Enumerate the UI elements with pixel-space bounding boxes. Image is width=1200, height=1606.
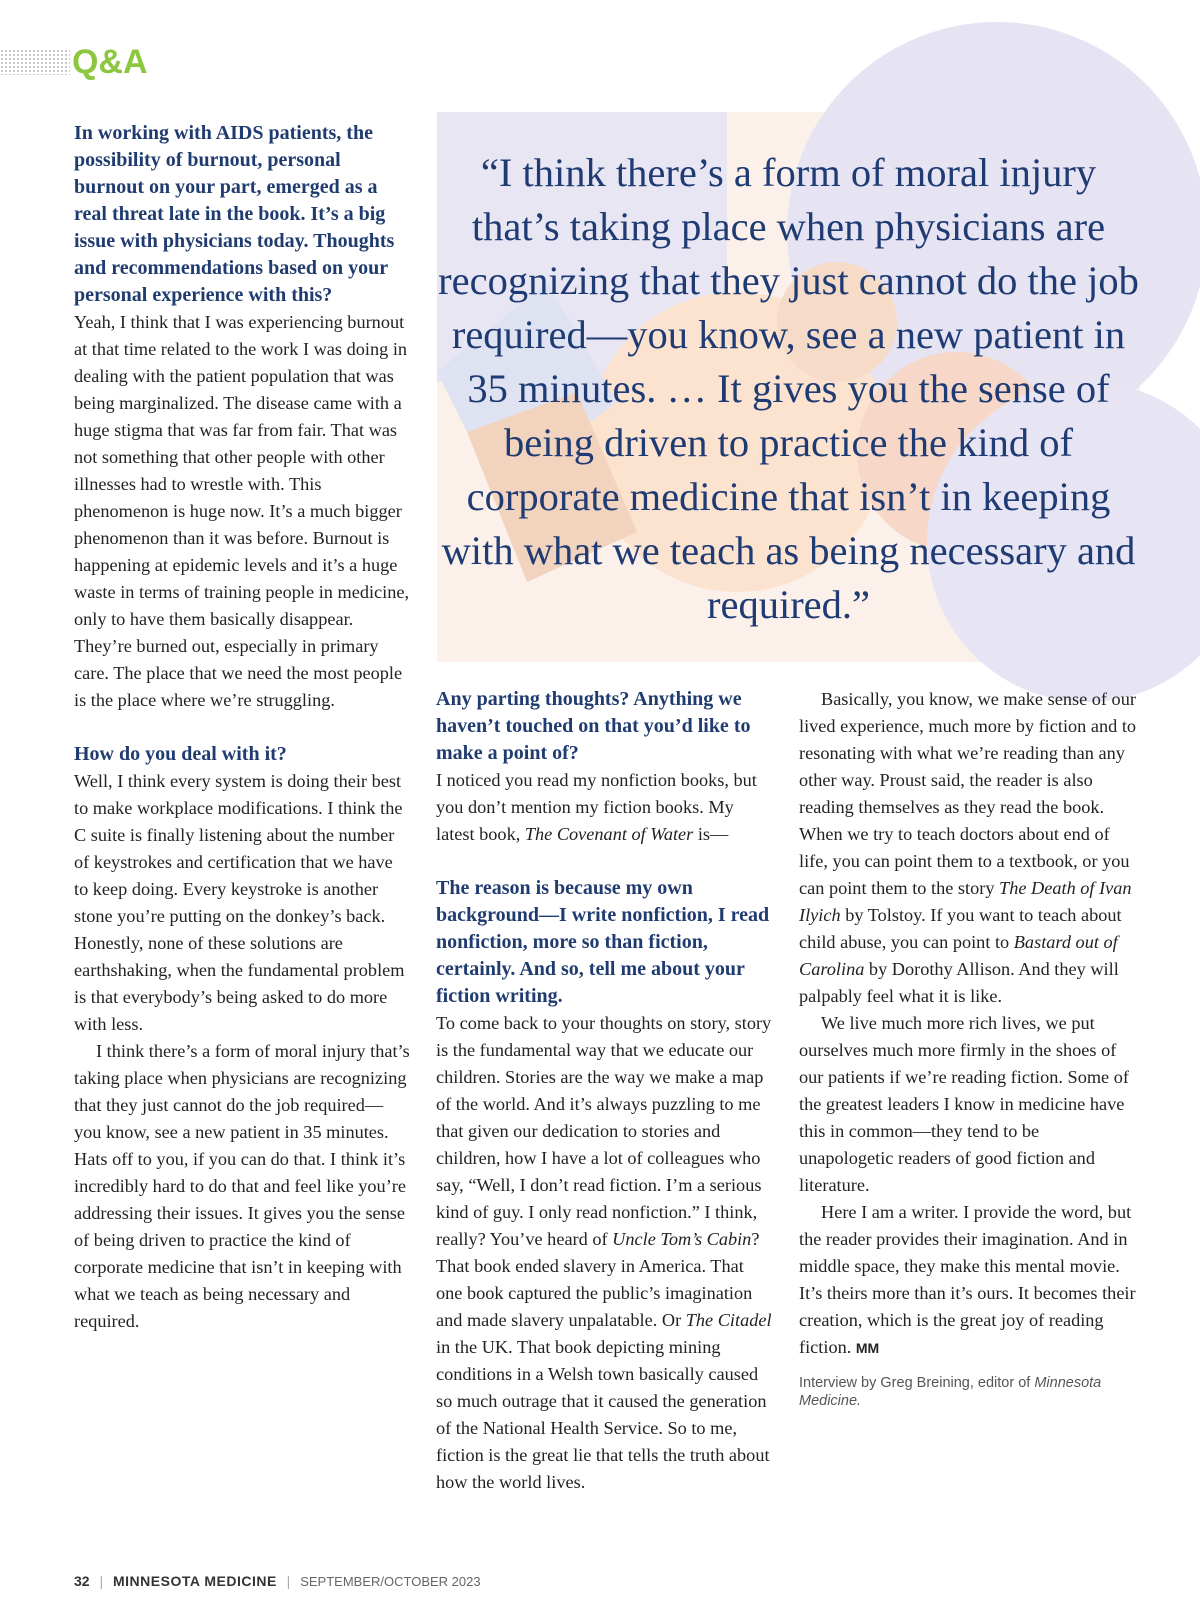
- paragraph-text: Basically, you know, we make sense of our lived experience, much more by fiction and to resonating with what we’re reading than any other way. Proust said, the reader is also reading themselves as they read the book. When we try to teach doctors about end of life, you can point them to a textbook, or you can point them to the story: [799, 689, 1137, 898]
- book-title: Uncle Tom’s Cabin: [612, 1229, 752, 1249]
- issue-date: SEPTEMBER/OCTOBER 2023: [300, 1574, 481, 1589]
- answer-text: is—: [693, 824, 729, 844]
- answer-text: in the UK. That book depicting mining conditions in a Welsh town basically caused so much outrage that it caused the generation of the National Health Service. So to me, fiction is the great lie that tells the truth about how the world lives.: [436, 1337, 770, 1492]
- page-number: 32: [74, 1573, 90, 1589]
- answer-text: ? That book ended slavery in America. That one book captured the public’s imagination and made slavery unpalatable. Or: [436, 1229, 760, 1330]
- question-burnout: In working with AIDS patients, the possibility of burnout, personal burnout on your part, emerged as a real threat late in the book. It’s a big issue with physicians today. Thoughts and recommendations based on your personal experience with this?: [74, 122, 395, 306]
- column-left: [74, 120, 410, 1335]
- paragraph-text: by Tolstoy. If you want to teach about child abuse, you can point to: [799, 905, 1122, 952]
- book-title: Bastard out of Carolina: [799, 932, 1118, 979]
- answer-burnout: Yeah, I think that I was experiencing burnout at that time related to the work I was doing in dealing with the patient population that was being marginalized. The disease came with a huge stigma that was far from fair. That was not something that other people with other illnesses had to wrestle with. This phenomenon is huge now. It’s a much bigger phenomenon than it was before. Burnout is happening at epidemic levels and it’s a huge waste in terms of training people in medicine, only to have them basically disappear. They’re burned out, especially in primary care. The place that we need the most people is the place where we’re struggling.: [74, 312, 410, 710]
- paragraph-writer: [799, 1199, 1137, 1362]
- book-title: The Covenant of Water: [524, 824, 694, 844]
- header-dot-pattern: [0, 49, 70, 75]
- paragraph-text: by Dorothy Allison. And they will palpably feel what it is like.: [799, 959, 1119, 1006]
- answer-parting-thoughts: [436, 767, 772, 848]
- answer-moral-injury: I think there’s a form of moral injury that’s taking place when physicians are recognizing that they just cannot do the job required—you know, see a new patient in 35 minutes. Hats off to you, if you can do that. I think it’s incredibly hard to do that and feel like you’re addressing their issues. It gives you the sense of being driven to practice the kind of corporate medicine that isn’t in keeping with what we teach as being necessary and required.: [74, 1041, 410, 1331]
- column-right: [799, 686, 1137, 1425]
- credit-text: Interview by Greg Breining, editor of: [799, 1375, 1035, 1391]
- footer-separator: |: [99, 1573, 104, 1589]
- column-middle: [436, 686, 772, 1496]
- answer-deal-with-it: Well, I think every system is doing their best to make workplace modifications. I think the C suite is finally listening about the number of keystrokes and certification that we have to keep doing. Every keystroke is another stone you’re putting on the donkey’s back. Honestly, none of these solutions are earthshaking, when the fundamental problem is that everybody’s being asked to do more with less.: [74, 771, 405, 1034]
- answer-fiction-writing: [436, 1010, 772, 1496]
- qa-section-logo: [72, 40, 148, 84]
- publication-name: Minnesota Medicine.: [799, 1375, 1102, 1409]
- answer-text: To come back to your thoughts on story, story is the fundamental way that we educate our children. Stories are the way we make a map of the world. And it’s always puzzling to me that given our dedication to stories and children, how I have a lot of colleagues who say, “Well, I don’t read fiction. I’m a serious kind of guy. I only read nonfiction.” I think, really? You’ve heard of: [436, 1013, 772, 1249]
- qa-logo-text: Q&A: [72, 43, 148, 81]
- page-footer: [74, 1573, 481, 1589]
- paragraph-lived-experience: [799, 686, 1137, 1010]
- question-fiction-writing: The reason is because my own background—I write nonfiction, I read nonfiction, more so than fiction, certainly. And so, tell me about your fiction writing.: [436, 877, 770, 1007]
- end-mark: MM: [855, 1340, 880, 1356]
- pull-quote-box: [437, 112, 1140, 662]
- paragraph-text: Here I am a writer. I provide the word, but the reader provides their imagination. And in middle space, they make this mental movie. It’s theirs more than it’s ours. It becomes their creation, which is the great joy of reading fiction.: [799, 1202, 1136, 1357]
- footer-separator: |: [286, 1573, 291, 1589]
- pull-quote-text: “I think there’s a form of moral injury that’s taking place when physicians are recognizing that they just cannot do the job required—you know, see a new patient in 35 minutes. … It gives you the sense of being driven to practice the kind of corporate medicine that isn’t in keeping with what we teach as being necessary and required.”: [438, 150, 1139, 627]
- interview-credit: [799, 1374, 1137, 1410]
- question-parting-thoughts: Any parting thoughts? Anything we haven’t touched on that you’d like to make a point of?: [436, 688, 751, 764]
- book-title: The Death of Ivan Ilyich: [799, 878, 1132, 925]
- answer-text: I noticed you read my nonfiction books, but you don’t mention my fiction books. My latest book,: [436, 770, 757, 844]
- magazine-name: MINNESOTA MEDICINE: [113, 1573, 277, 1589]
- book-title: The Citadel: [685, 1310, 772, 1330]
- question-deal-with-it: How do you deal with it?: [74, 743, 287, 765]
- paragraph-rich-lives: We live much more rich lives, we put ourselves much more firmly in the shoes of our patients if we’re reading fiction. Some of the greatest leaders I know in medicine have this in common—they tend to be unapologetic readers of good fiction and literature.: [799, 1013, 1129, 1195]
